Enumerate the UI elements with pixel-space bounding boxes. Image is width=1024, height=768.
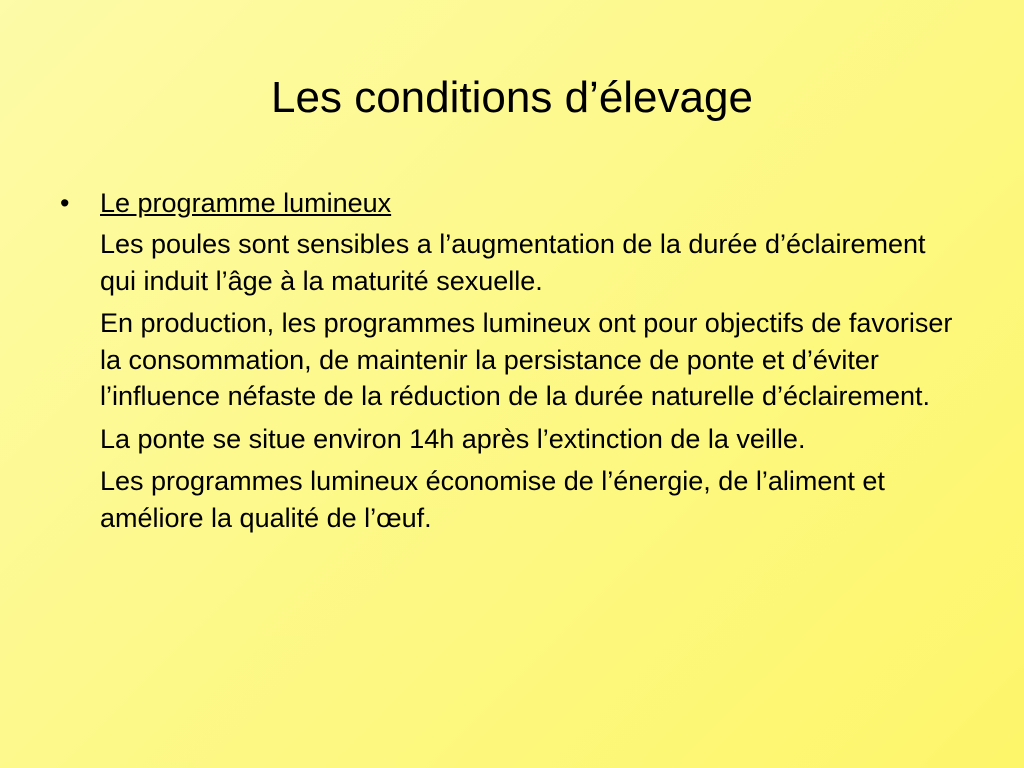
paragraph-4: Les programmes lumineux économise de l’énergie, de l’aliment et améliore la qualité de l’œuf.: [100, 466, 885, 533]
bullet-heading: Le programme lumineux: [100, 188, 392, 218]
paragraph-3: La ponte se situe environ 14h après l’extinction de la veille.: [100, 423, 806, 454]
paragraph-2: En production, les programmes lumineux ont pour objectifs de favoriser la consommation, de maintenir la persistance de ponte et d’éviter l’influence néfaste de la réduction de la durée naturelle d’éclairement.: [100, 308, 953, 411]
bullet-item: [60, 186, 960, 220]
paragraph-1: Les poules sont sensibles a l’augmentation de la durée d’éclairement qui induit l’âge à la maturité sexuelle.: [100, 229, 926, 296]
bullet-icon: •: [60, 188, 70, 218]
slide-body: [60, 186, 960, 536]
slide-title: Les conditions d’élevage: [271, 73, 753, 122]
